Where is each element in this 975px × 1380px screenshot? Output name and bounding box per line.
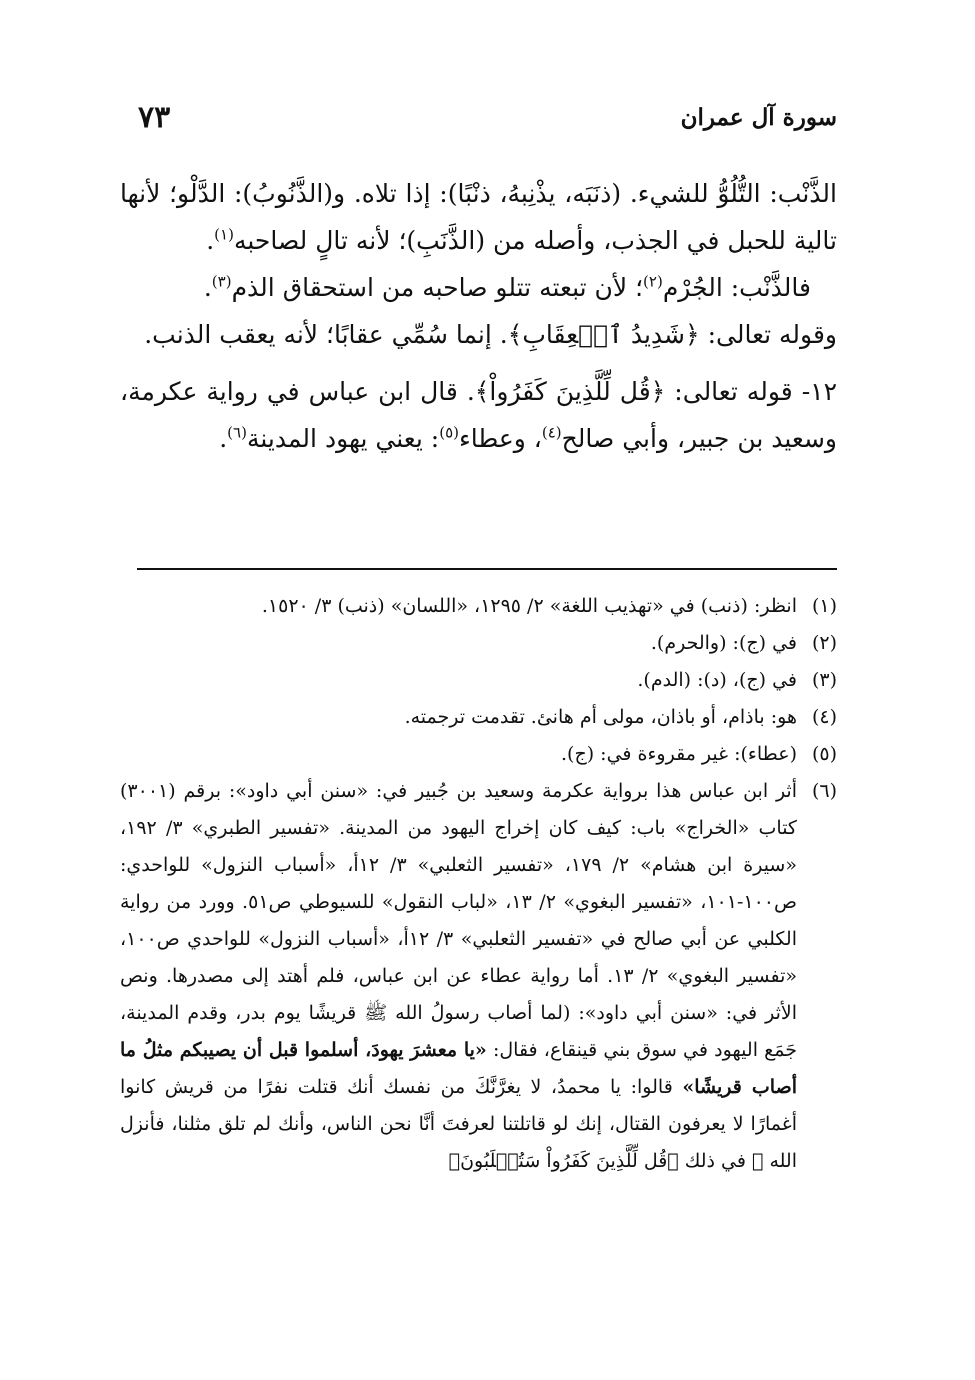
footnote-number: (٤): [811, 706, 837, 728]
footnote-text: (عطاء): غير مقروءة في: (ج).: [561, 743, 797, 765]
paragraph-text: وقوله تعالى: ﴿شَدِيدُ ٱلۡعِقَابِ﴾. إنما سُمِّي عقابًا؛ لأنه يعقب الذنب.: [144, 320, 837, 349]
footnote-2: [120, 625, 837, 662]
paragraph-verse-12: [120, 368, 837, 462]
footnote-number: (٣): [811, 669, 837, 691]
paragraph-text: ، وعطاء: [458, 424, 542, 453]
footnote-3: [120, 662, 837, 699]
punctuation: .: [203, 273, 212, 302]
footnote-text: في (ج): (والحرم).: [650, 632, 797, 654]
footnote-5: [120, 736, 837, 773]
surah-title: سورة آل عمران: [680, 104, 837, 131]
footnote-text: قالوا: يا محمدُ، لا يغرَّنَّكَ من نفسك أنك قتلت نفرًا من قريش كانوا أغمارًا لا يعرفون القتال، إنك لو قاتلتنا لعرفتَ أنَّا نحن الناس، وأنك لم تلق مثلنا، فأنزل الله ﷻ في ذلك ﴿قُل لِّلَّذِينَ كَفَرُواْ سَتُغۡلَبُونَ﴾: [120, 1076, 797, 1172]
footnote-ref: (٢): [643, 272, 663, 291]
footnote-6: [120, 773, 837, 1180]
footnote-number: (٢): [811, 632, 837, 654]
paragraph-iqab: [120, 311, 837, 358]
paragraph-text: ١٢- قوله تعالى: ﴿قُل لِّلَّذِينَ كَفَرُواْ﴾. قال ابن عباس في رواية عكرمة، وسعيد بن جبير، وأبي صالح: [120, 377, 837, 453]
footnote-4: [120, 699, 837, 736]
footnotes: [120, 588, 837, 1180]
paragraph-dhanb-definition: [120, 170, 837, 264]
hadith-quote: «يا معشرَ يهودَ، أسلموا قبل أن يصيبكم مثلُ ما أصاب قريشًا»: [120, 1039, 798, 1098]
footnote-ref: (٥): [439, 423, 459, 442]
punctuation: .: [206, 226, 215, 255]
footnote-number: (٥): [811, 743, 837, 765]
footnote-divider: [137, 568, 837, 570]
footnote-ref: (٤): [541, 423, 562, 442]
footnote-ref: (١): [214, 225, 234, 244]
footnote-text: انظر: (ذنب) في «تهذيب اللغة» ٢/ ١٢٩٥، «اللسان» (ذنب) ٣/ ١٥٢٠.: [261, 595, 797, 617]
page-header: [138, 100, 837, 140]
footnote-text: هو: باذام، أو باذان، مولى أم هانئ. تقدمت ترجمته.: [404, 706, 797, 728]
paragraph-text: الذَّنْب: التُّلُوُّ للشيء. (ذنَبَه، يذْنِبهُ، ذنْبًا): إذا تلاه. و(الذَّنُوبُ): الدَّلْو؛ لأنها تالية للحبل في الجذب، وأصله من (الذَّنَبِ)؛ لأنه تالٍ لصاحبه: [120, 179, 837, 255]
footnote-number: (٦): [811, 780, 837, 802]
footnote-text: أثر ابن عباس هذا برواية عكرمة وسعيد بن جُبير في: «سنن أبي داود»: برقم (٣٠٠١) كتاب «الخراج» باب: كيف كان إخراج اليهود من المدينة. «تفسير الطبري» ٣/ ١٩٢، «سيرة ابن هشام» ٢/ ١٧٩، «تفسير الثعلبي» ٣/ ١٢أ، «أسباب النزول» للواحدي: ص١٠٠-١٠١، «تفسير البغوي» ٢/ ١٣، «لباب النقول» للسيوطي ص٥١. وورد من رواية الكلبي عن أبي صالح في «تفسير الثعلبي» ٣/ ١٢أ، «أسباب النزول» للواحدي ص١٠٠، «تفسير البغوي» ٢/ ١٣. أما رواية عطاء عن ابن عباس، فلم أهتد إلى مصدرها. ونص الأثر في: «سنن أبي داود»: (لما أصاب رسولُ الله ﷺ قريشًا يوم بدر، وقدم المدينة، جَمَع اليهود في سوق بني قينقاع، فقال:: [120, 780, 797, 1061]
paragraph-text: ؛ لأن تبعته تتلو صاحبه من استحقاق الذم: [231, 273, 644, 302]
footnote-ref: (٣): [211, 272, 232, 291]
paragraph-text: : يعني يهود المدينة: [246, 424, 440, 453]
footnote-text: في (ج)، (د): (الدم).: [637, 669, 797, 691]
footnote-1: [120, 588, 837, 625]
paragraph-jurm: [120, 264, 837, 311]
footnote-ref: (٦): [227, 423, 247, 442]
paragraph-text: فالذَّنْب: الجُرْم: [662, 273, 811, 302]
punctuation: .: [219, 424, 228, 453]
page-number: ٧٣: [138, 100, 171, 135]
main-text: [120, 170, 837, 462]
footnote-number: (١): [811, 595, 837, 617]
